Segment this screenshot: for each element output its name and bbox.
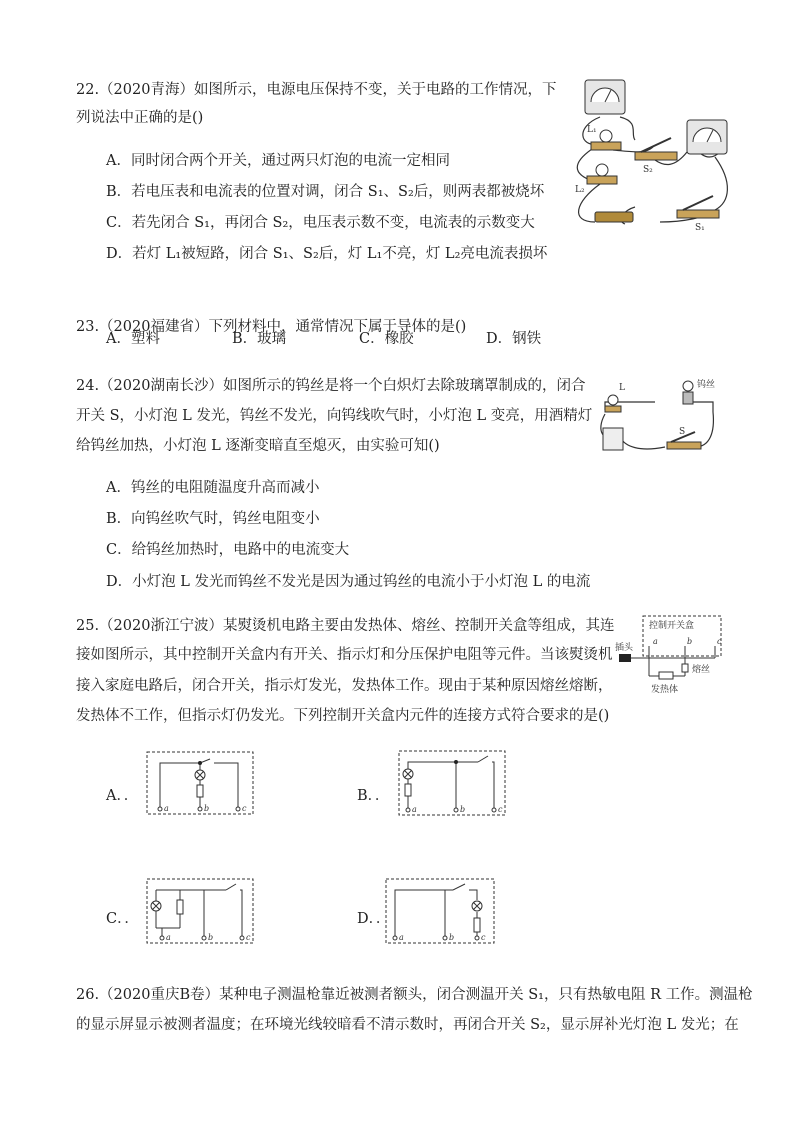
q22-option-b: B．若电压表和电流表的位置对调，闭合 S₁、S₂后，则两表都被烧坏 bbox=[106, 184, 545, 200]
label-heater: 发热体 bbox=[651, 685, 679, 695]
resistor-icon bbox=[177, 900, 183, 914]
fuse-icon bbox=[682, 664, 688, 672]
svg-text:c: c bbox=[498, 805, 503, 814]
q25-choice-b-label: B．． bbox=[357, 788, 390, 804]
q25-choice-d-circuit bbox=[385, 878, 495, 944]
indicator-lamp-icon bbox=[472, 901, 482, 911]
q22-option-c: C．若先闭合 S₁，再闭合 S₂，电压表示数不变，电流表的示数变大 bbox=[106, 215, 535, 231]
q23-stem: 23.（2020福建省）下列材料中，通常情况下属于导体的是() bbox=[76, 319, 467, 335]
q24-stem-line3: 给钨丝加热，小灯泡 L 逐渐变暗直至熄灭，由实验可知() bbox=[76, 438, 440, 454]
q23-option-d: D．钢铁 bbox=[486, 331, 542, 347]
q24-circuit-figure bbox=[595, 372, 720, 457]
q22-option-a: A．同时闭合两个开关，通过两只灯泡的电流一定相同 bbox=[106, 153, 450, 169]
svg-text:a: a bbox=[653, 637, 658, 646]
q23-option-b: B．玻璃 bbox=[232, 331, 287, 347]
bulb-l-icon bbox=[605, 395, 621, 412]
indicator-lamp-icon bbox=[151, 901, 161, 911]
label-l2: L₂ bbox=[575, 185, 585, 195]
q24-stem-line2: 开关 S，小灯泡 L 发光，钨丝不发光，向钨线吹气时，小灯泡 L 变亮，用酒精灯 bbox=[76, 408, 593, 424]
q25-stem-line1: 25.（2020浙江宁波）某熨烫机电路主要由发热体、熔丝、控制开关盒等组成，其连 bbox=[76, 618, 615, 634]
bulb-l2-icon bbox=[587, 164, 617, 184]
switch-s1-icon bbox=[677, 196, 719, 218]
q22-stem-line1: 22.（2020青海）如图所示，电源电压保持不变，关于电路的工作情况，下 bbox=[76, 82, 557, 98]
resistor-icon bbox=[197, 785, 203, 797]
q25-choice-b-circuit bbox=[398, 750, 506, 816]
label-s: S bbox=[679, 427, 686, 437]
q25-ironing-circuit-figure bbox=[615, 614, 730, 696]
label-control-box: 控制开关盒 bbox=[649, 621, 695, 631]
battery-icon bbox=[595, 212, 633, 222]
q22-option-d: D．若灯 L₁被短路，闭合 S₁、S₂后，灯 L₁不亮，灯 L₂亮电流表损坏 bbox=[106, 246, 548, 262]
tungsten-wire-icon bbox=[683, 381, 693, 404]
resistor-icon bbox=[474, 918, 480, 932]
svg-text:a: a bbox=[399, 933, 404, 942]
label-s2: S₂ bbox=[643, 165, 653, 175]
q24-stem-line1: 24.（2020湖南长沙）如图所示的钨丝是将一个白炽灯去除玻璃罩制成的，闭合 bbox=[76, 378, 586, 394]
q25-stem-line4: 发热体不工作，但指示灯仍发光。下列控制开关盒内元件的连接方式符合要求的是() bbox=[76, 708, 610, 724]
label-l1: L₁ bbox=[587, 125, 597, 135]
switch-s2-icon bbox=[635, 138, 677, 160]
q23-option-c: C．橡胶 bbox=[359, 331, 414, 347]
indicator-lamp-icon bbox=[403, 769, 413, 779]
label-plug: 插头 bbox=[615, 643, 634, 653]
svg-text:c: c bbox=[246, 933, 251, 942]
q24-option-d: D．小灯泡 L 发光而钨丝不发光是因为通过钨丝的电流小于小灯泡 L 的电流 bbox=[106, 574, 591, 590]
svg-text:c: c bbox=[481, 933, 486, 942]
svg-text:c: c bbox=[717, 637, 722, 646]
q25-choice-c-label: C．． bbox=[106, 911, 139, 927]
label-l: L bbox=[619, 383, 625, 393]
q24-option-b: B．向钨丝吹气时，钨丝电阻变小 bbox=[106, 511, 320, 527]
voltmeter-icon bbox=[585, 80, 625, 114]
q22-circuit-figure bbox=[565, 72, 737, 258]
q24-option-c: C．给钨丝加热时，电路中的电流变大 bbox=[106, 542, 350, 558]
q26-stem-line1: 26.（2020重庆B卷）某种电子测温枪靠近被测者额头，闭合测温开关 S₁，只有热敏电阻 R 工作。测温枪 bbox=[76, 987, 753, 1003]
svg-text:a: a bbox=[166, 933, 171, 942]
q25-choice-d-label: D．． bbox=[357, 911, 391, 927]
q25-stem-line3: 接入家庭电路后，闭合开关，指示灯发光，发热体工作。现由于某种原因熔丝熔断， bbox=[76, 678, 613, 694]
svg-text:b: b bbox=[687, 637, 693, 646]
svg-text:c: c bbox=[242, 804, 247, 813]
q23-option-a: A．塑料 bbox=[106, 331, 160, 347]
label-tungsten: 钨丝 bbox=[697, 380, 716, 390]
q25-stem-line2: 接如图所示，其中控制开关盒内有开关、指示灯和分压保护电阻等元件。当该熨烫机 bbox=[76, 647, 613, 663]
q25-choice-c-circuit bbox=[146, 878, 254, 944]
ammeter-icon bbox=[687, 120, 727, 154]
plug-icon bbox=[619, 654, 631, 662]
svg-text:b: b bbox=[460, 805, 466, 814]
q25-choice-a-circuit bbox=[146, 751, 254, 815]
svg-text:a: a bbox=[164, 804, 169, 813]
svg-text:b: b bbox=[449, 933, 455, 942]
q26-stem-line2: 的显示屏显示被测者温度；在环境光线较暗看不清示数时，再闭合开关 S₂，显示屏补光灯泡 L 发光；在 bbox=[76, 1017, 739, 1033]
svg-text:b: b bbox=[208, 933, 214, 942]
q25-choice-a-label: A．． bbox=[106, 788, 139, 804]
svg-text:a: a bbox=[412, 805, 417, 814]
q24-option-a: A．钨丝的电阻随温度升高而减小 bbox=[106, 480, 320, 496]
svg-text:b: b bbox=[204, 804, 210, 813]
indicator-lamp-icon bbox=[195, 770, 205, 780]
heater-icon bbox=[659, 672, 673, 679]
label-s1: S₁ bbox=[695, 223, 705, 233]
battery-icon bbox=[603, 428, 623, 450]
resistor-icon bbox=[405, 784, 411, 796]
q22-stem-line2: 列说法中正确的是() bbox=[76, 110, 204, 126]
label-fuse: 熔丝 bbox=[692, 665, 711, 675]
